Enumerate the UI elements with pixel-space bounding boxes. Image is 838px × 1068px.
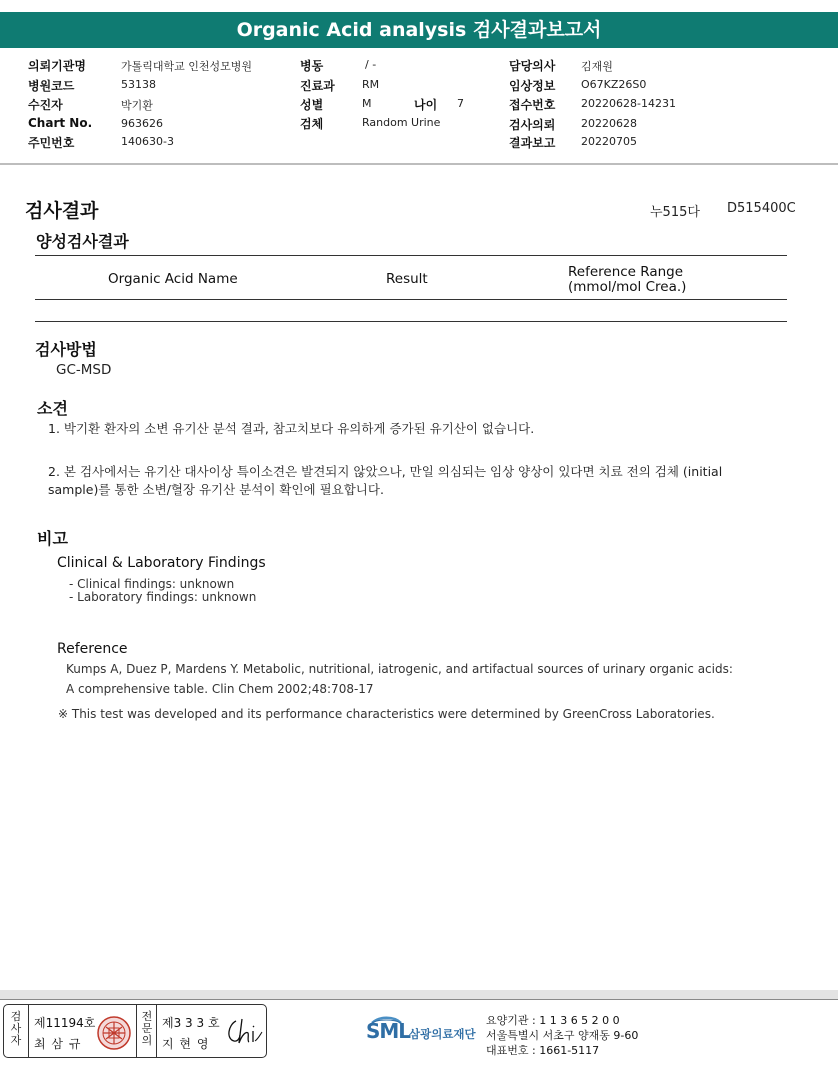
specialist-name: 지 현 영 bbox=[162, 1037, 210, 1051]
specialist-label: 전문의 bbox=[141, 1010, 153, 1047]
info-value-clinical-info: O67KZ26S0 bbox=[581, 78, 647, 91]
report-title: Organic Acid analysis 검사결과보고서 bbox=[0, 12, 838, 48]
disclaimer-note: ※ This test was developed and its performance characteristics were determined by GreenCross Laboratories. bbox=[58, 707, 715, 721]
method-title: 검사방법 bbox=[35, 340, 97, 359]
info-value-resident-no: 140630-3 bbox=[121, 135, 174, 148]
org-address: 서울특별시 서초구 양재동 9-60 bbox=[486, 1029, 639, 1042]
info-label-ward: 병동 bbox=[300, 59, 324, 73]
info-label-clinical-info: 임상정보 bbox=[509, 79, 556, 93]
info-value-institution: 가톨릭대학교 인천성모병원 bbox=[121, 60, 253, 73]
finding-laboratory: - Laboratory findings: unknown bbox=[69, 590, 257, 604]
column-reference-unit: (mmol/mol Crea.) bbox=[568, 279, 687, 295]
reference-title: Reference bbox=[57, 641, 128, 657]
info-label-chart-no: Chart No. bbox=[28, 116, 93, 130]
column-reference-range: Reference Range bbox=[568, 264, 684, 280]
finding-clinical: - Clinical findings: unknown bbox=[69, 577, 235, 591]
info-value-receipt-no: 20220628-14231 bbox=[581, 97, 676, 110]
column-organic-acid-name: Organic Acid Name bbox=[108, 271, 238, 287]
org-code: 요양기관 : 1 1 3 6 5 2 0 0 bbox=[486, 1014, 620, 1027]
info-value-patient: 박기환 bbox=[121, 99, 153, 112]
info-label-resident-no: 주민번호 bbox=[28, 136, 75, 150]
table-top-rule bbox=[35, 255, 787, 256]
reference-line-2: A comprehensive table. Clin Chem 2002;48:708-17 bbox=[66, 682, 374, 696]
info-label-patient: 수진자 bbox=[28, 98, 63, 112]
specialist-license-no: 제3 3 3 호 bbox=[162, 1016, 220, 1030]
reference-line-1: Kumps A, Duez P, Mardens Y. Metabolic, nutritional, iatrogenic, and artifactual sources of urinary organic acids: bbox=[66, 662, 733, 676]
footer-rule bbox=[0, 999, 838, 1000]
sign-divider bbox=[28, 1005, 29, 1057]
info-value-specimen: Random Urine bbox=[362, 116, 441, 129]
info-value-age: 7 bbox=[457, 97, 464, 110]
sign-divider bbox=[136, 1005, 137, 1057]
specialist-signature-icon bbox=[224, 1015, 264, 1054]
inspector-name: 최 삼 규 bbox=[34, 1037, 82, 1051]
opinion-item-2-line-1: 2. 본 검사에서는 유기산 대사이상 특이소견은 발견되지 않았으나, 만일 의심되는 임상 양상이 있다면 치료 전의 검체 (initial bbox=[48, 464, 723, 479]
table-header-rule bbox=[35, 299, 787, 300]
info-value-hospital-code: 53138 bbox=[121, 78, 156, 91]
results-title: 검사결과 bbox=[25, 200, 99, 222]
info-divider bbox=[0, 163, 838, 165]
sign-divider bbox=[156, 1005, 157, 1057]
info-label-hospital-code: 병원코드 bbox=[28, 79, 75, 93]
results-code-1: 누515다 bbox=[650, 205, 700, 220]
findings-title: Clinical & Laboratory Findings bbox=[57, 555, 266, 571]
inspector-license-no: 제11194호 bbox=[34, 1016, 96, 1030]
info-label-department: 진료과 bbox=[300, 79, 335, 93]
results-code-2: D515400C bbox=[727, 201, 796, 216]
opinion-title: 소견 bbox=[37, 399, 68, 418]
positive-results-title: 양성검사결과 bbox=[36, 232, 129, 251]
info-value-doctor: 김재원 bbox=[581, 60, 613, 73]
opinion-item-1: 1. 박기환 환자의 소변 유기산 분석 결과, 참고치보다 유의하게 증가된 유기산이 없습니다. bbox=[48, 421, 535, 436]
info-value-request-date: 20220628 bbox=[581, 117, 637, 130]
info-value-report-date: 20220705 bbox=[581, 135, 637, 148]
inspector-seal-icon bbox=[96, 1015, 132, 1056]
info-label-report-date: 결과보고 bbox=[509, 136, 556, 150]
sml-logo-text: SML bbox=[366, 1019, 411, 1043]
remarks-title: 비고 bbox=[37, 529, 68, 548]
info-label-age: 나이 bbox=[414, 98, 438, 112]
info-label-request-date: 검사의뢰 bbox=[509, 118, 556, 132]
info-label-receipt-no: 접수번호 bbox=[509, 98, 556, 112]
org-name: 삼광의료재단 bbox=[409, 1027, 476, 1041]
table-bottom-rule bbox=[35, 321, 787, 322]
inspector-label: 검사자 bbox=[10, 1010, 22, 1047]
org-phone: 대표번호 : 1661-5117 bbox=[486, 1044, 600, 1057]
info-value-department: RM bbox=[362, 78, 380, 91]
signature-box bbox=[3, 1004, 267, 1058]
info-value-chart-no: 963626 bbox=[121, 117, 163, 130]
opinion-item-2-line-2: sample)를 통한 소변/혈장 유기산 분석이 확인에 필요합니다. bbox=[48, 482, 384, 497]
column-result: Result bbox=[386, 271, 428, 287]
method-value: GC-MSD bbox=[56, 362, 112, 378]
info-label-doctor: 담당의사 bbox=[509, 59, 556, 73]
info-value-sex: M bbox=[362, 97, 372, 110]
info-label-sex: 성별 bbox=[300, 98, 324, 112]
info-value-ward: / - bbox=[365, 58, 377, 71]
info-label-institution: 의뢰기관명 bbox=[28, 59, 86, 73]
info-label-specimen: 검체 bbox=[300, 117, 324, 131]
